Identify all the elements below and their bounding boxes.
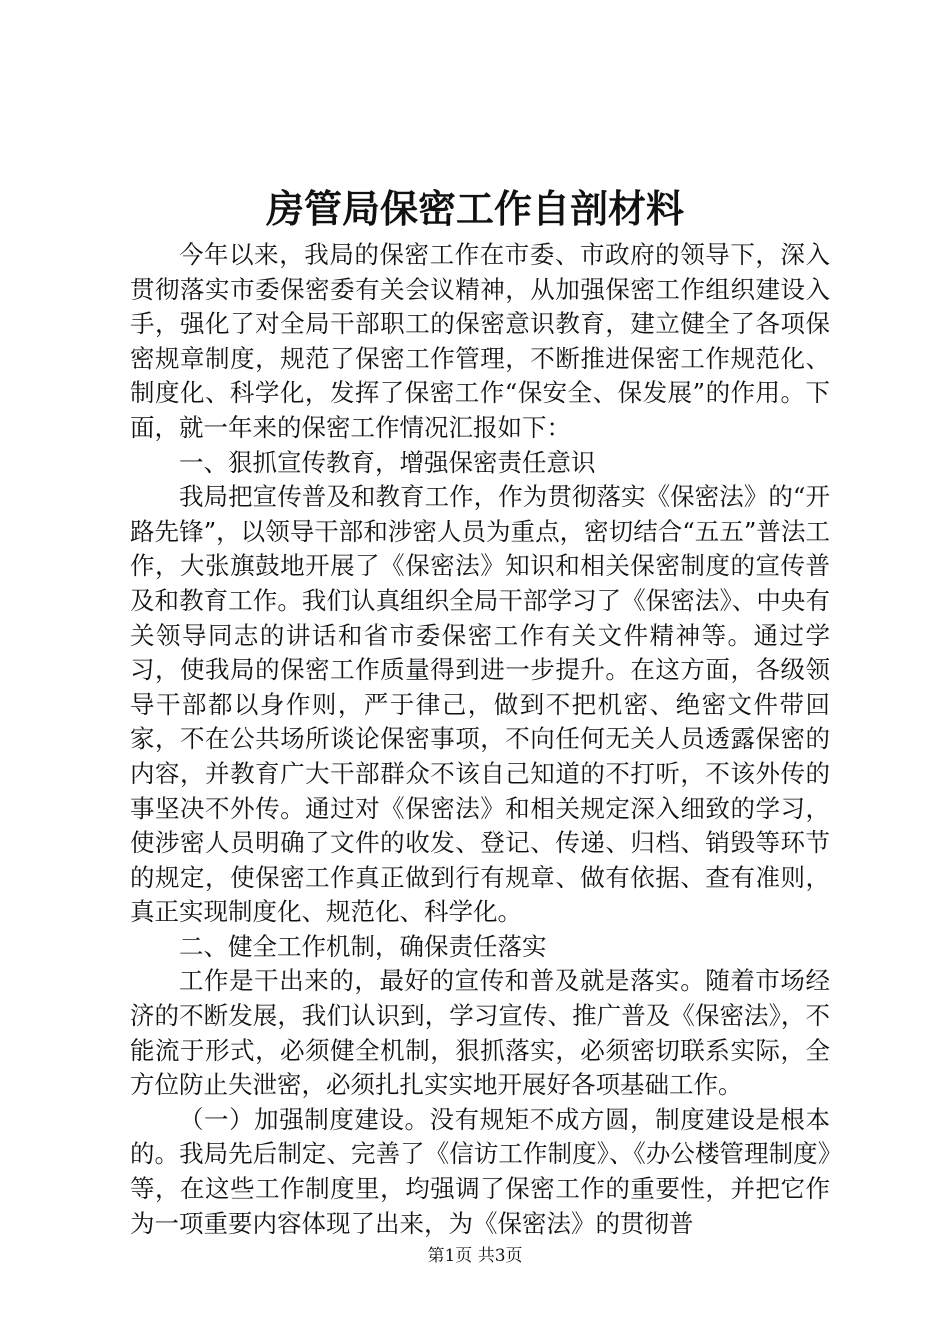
paragraph-intro: 今年以来，我局的保密工作在市委、市政府的领导下，深入贯彻落实市委保密委有关会议精神，从加强保密工作组织建设入手，强化了对全局干部职工的保密意识教育，建立健全了各项保密规章制度，规范了保密工作管理，不断推进保密工作规范化、制度化、科学化，发挥了保密工作“保安全、保发展”的作用。下面，就一年来的保密工作情况汇报如下： xyxy=(130,240,830,442)
paragraph-section-1: 我局把宣传普及和教育工作，作为贯彻落实《保密法》的“开路先锋”，以领导干部和涉密人员为重点，密切结合“五五”普法工作，大张旗鼓地开展了《保密法》知识和相关保密制度的宣传普及和教育工作。我们认真组织全局干部学习了《保密法》、中央有关领导同志的讲话和省市委保密工作有关文件精神等。通过学习，使我局的保密工作质量得到进一步提升。在这方面，各级领导干部都以身作则，严于律己，做到不把机密、绝密文件带回家，不在公共场所谈论保密事项，不向任何无关人员透露保密的内容，并教育广大干部群众不该自己知道的不打听，不该外传的事坚决不外传。通过对《保密法》和相关规定深入细致的学习，使涉密人员明确了文件的收发、登记、传递、归档、销毁等环节的规定，使保密工作真正做到行有规章、做有依据、查有准则，真正实现制度化、规范化、科学化。 xyxy=(130,482,830,927)
paragraph-subsection-1: （一）加强制度建设。没有规矩不成方圆，制度建设是根本的。我局先后制定、完善了《信访工作制度》、《办公楼管理制度》等，在这些工作制度里，均强调了保密工作的重要性，并把它作为一项重要内容体现了出来，为《保密法》的贯彻普 xyxy=(130,1104,830,1238)
document-body xyxy=(130,238,830,1241)
section-heading-1: 一、狠抓宣传教育，增强保密责任意识 xyxy=(179,447,596,477)
document-title: 房管局保密工作自剖材料 xyxy=(265,186,684,231)
section-heading-2: 二、健全工作机制，确保责任落实 xyxy=(179,931,547,961)
paragraph-section-2: 工作是干出来的，最好的宣传和普及就是落实。随着市场经济的不断发展，我们认识到，学习宣传、推广普及《保密法》，不能流于形式，必须健全机制，狠抓落实，必须密切联系实际，全方位防止失泄密，必须扎扎实实地开展好各项基础工作。 xyxy=(130,966,830,1100)
page-footer: 第1页 共3页 xyxy=(427,1246,523,1266)
